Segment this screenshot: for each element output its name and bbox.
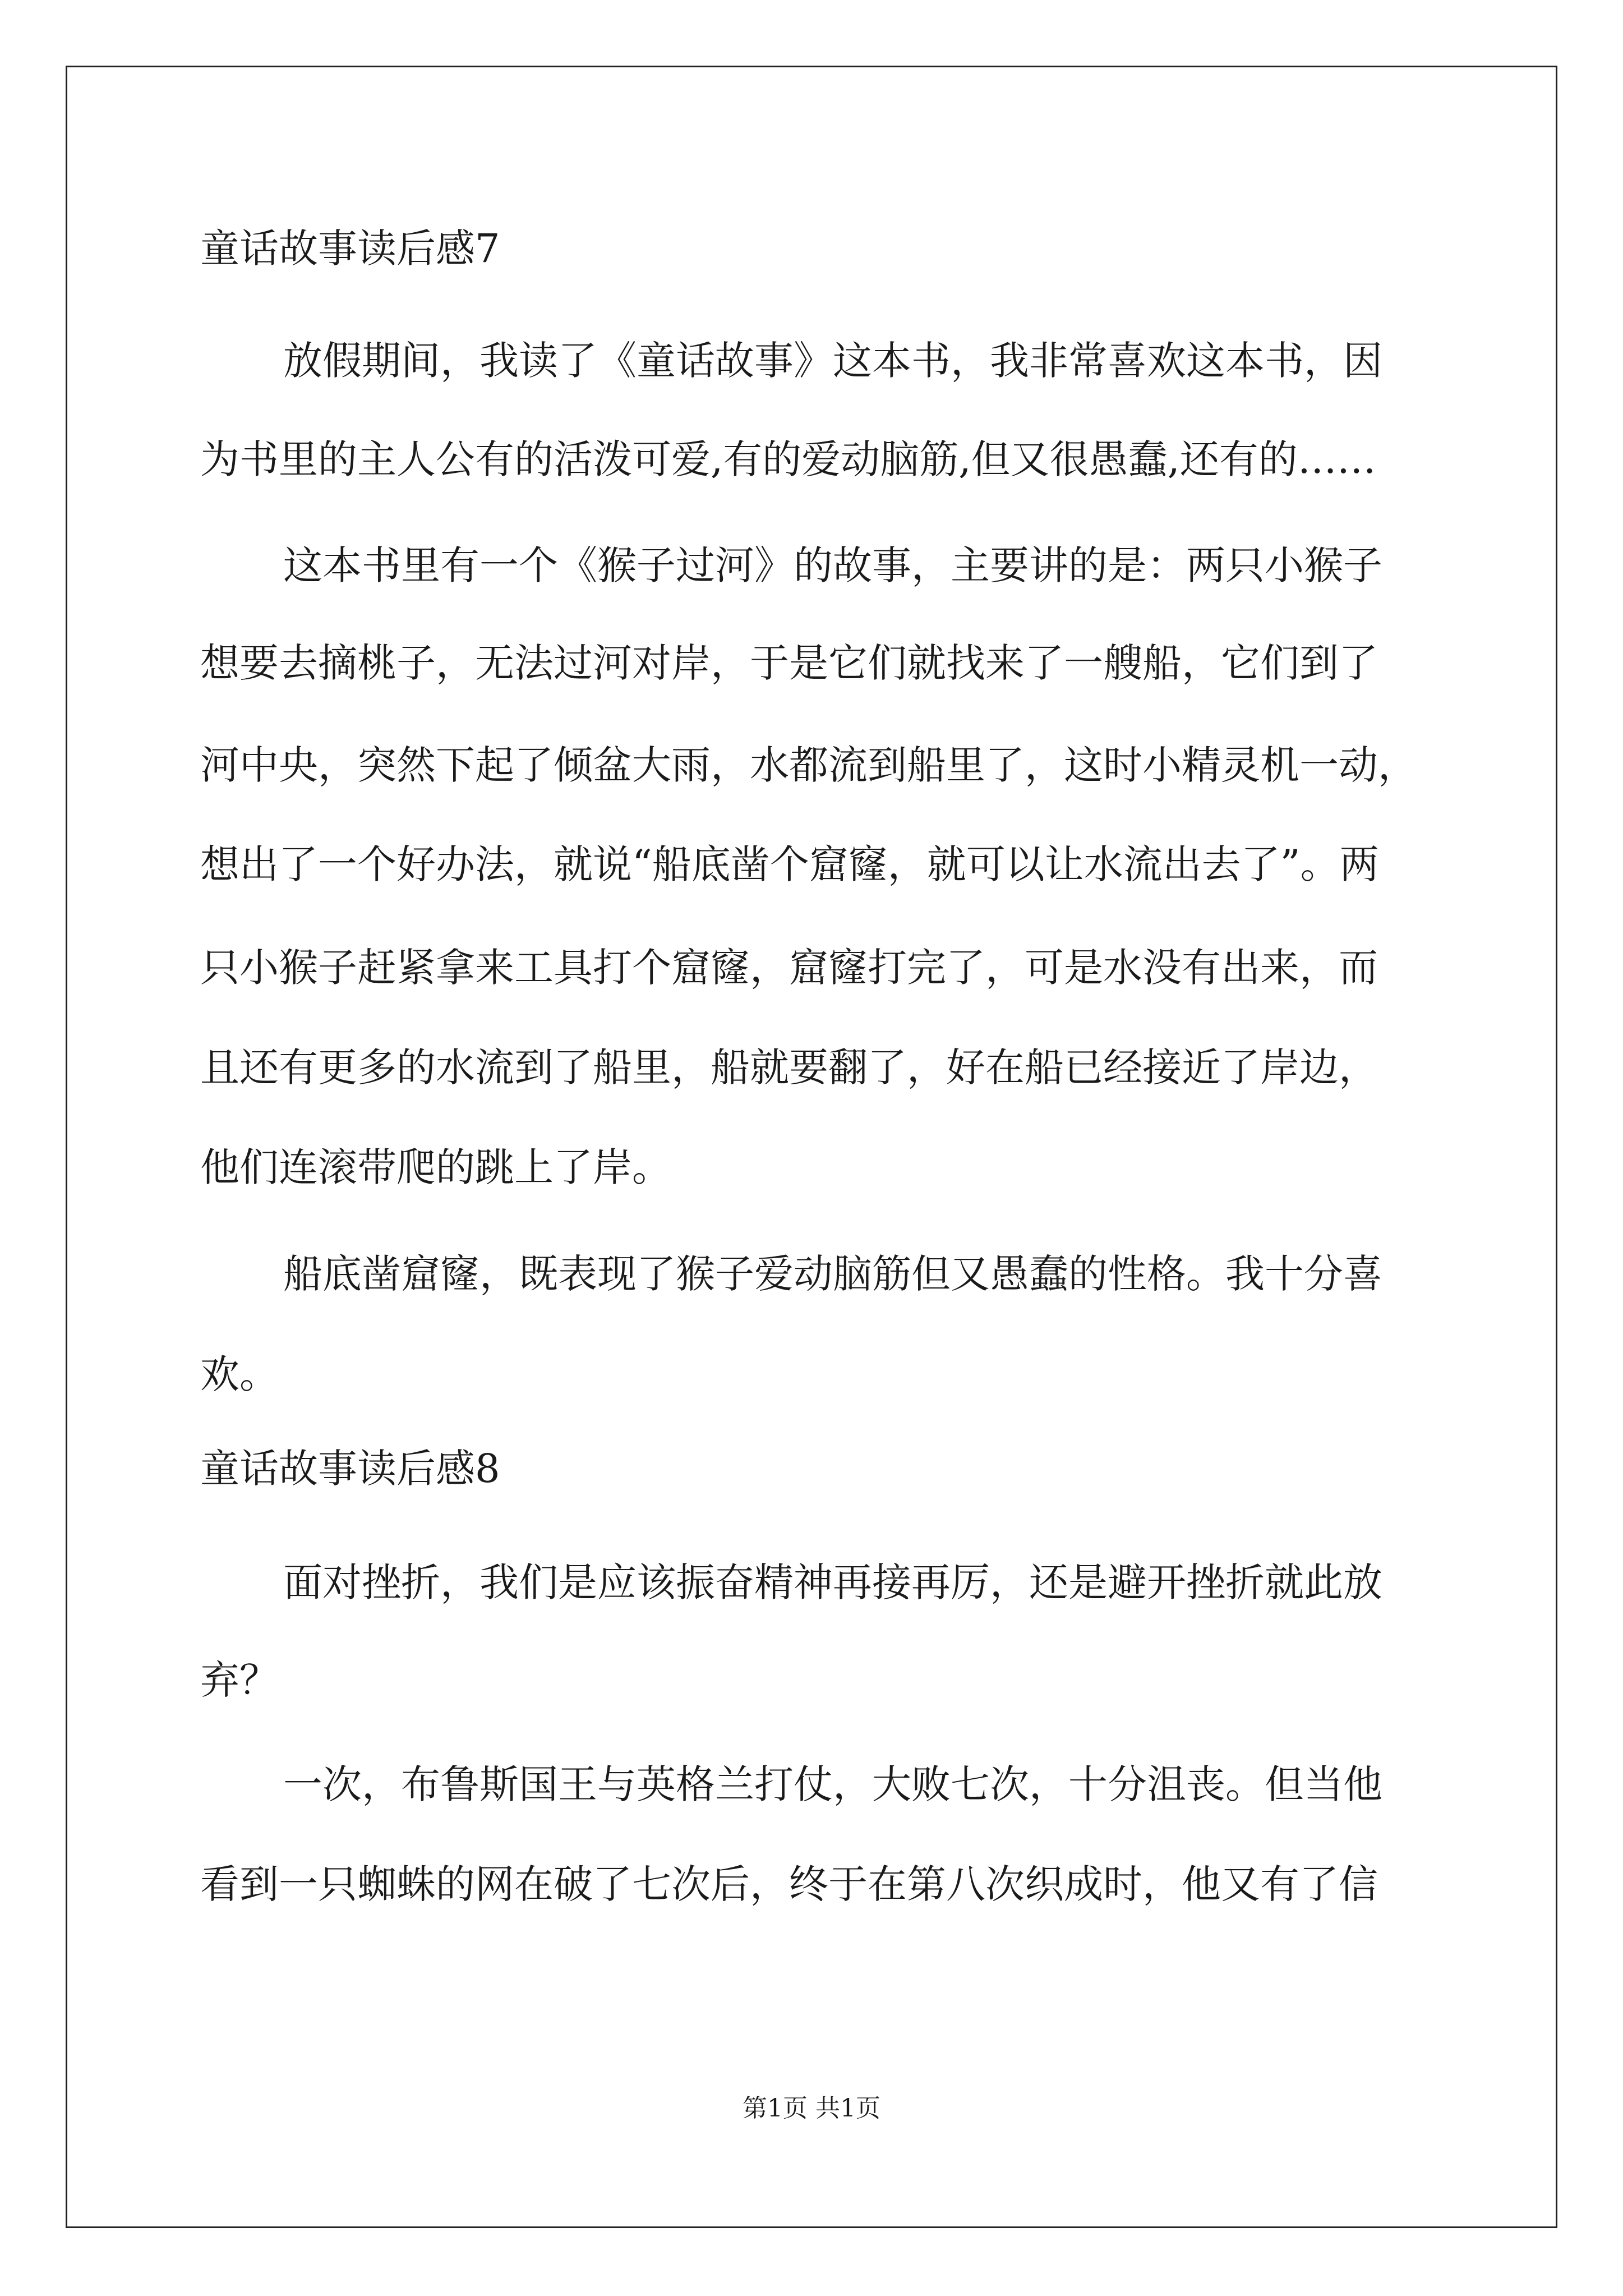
text-line: 为书里的主人公有的活泼可爱,有的爱动脑筋,但又很愚蠢,还有的……: [200, 436, 1376, 482]
text-line: 河中央，突然下起了倾盆大雨，水都流到船里了，这时小精灵机一动，: [200, 742, 1417, 788]
text-line: 这本书里有一个《猴子过河》的故事，主要讲的是：两只小猴子: [283, 542, 1382, 588]
text-line: 想要去摘桃子，无法过河对岸，于是它们就找来了一艘船，它们到了: [200, 640, 1378, 686]
text-line: 想出了一个好办法，就说“船底凿个窟窿，就可以让水流出去了”。两: [200, 841, 1379, 887]
text-line: 放假期间，我读了《童话故事》这本书，我非常喜欢这本书，因: [283, 338, 1382, 384]
section-heading-8: 童话故事读后感8: [200, 1446, 500, 1492]
text-line: 欢。: [200, 1351, 279, 1397]
text-line: 面对挫折，我们是应该振奋精神再接再厉，还是避开挫折就此放: [283, 1559, 1382, 1605]
text-line: 看到一只蜘蛛的网在破了七次后，终于在第八次织成时，他又有了信: [200, 1861, 1378, 1907]
text-line: 一次，布鲁斯国王与英格兰打仗，大败七次，十分沮丧。但当他: [283, 1761, 1382, 1807]
text-line: 只小猴子赶紧拿来工具打个窟窿，窟窿打完了，可是水没有出来，而: [200, 945, 1378, 991]
page-footer: 第1页 共1页: [743, 2094, 880, 2123]
text-line: 弃？: [200, 1657, 279, 1703]
text-line: 且还有更多的水流到了船里，船就要翻了，好在船已经接近了岸边，: [200, 1045, 1378, 1091]
text-line: 他们连滚带爬的跳上了岸。: [200, 1144, 671, 1190]
text-line: 船底凿窟窿，既表现了猴子爱动脑筋但又愚蠢的性格。我十分喜: [283, 1251, 1382, 1297]
section-heading-7: 童话故事读后感7: [200, 226, 500, 272]
